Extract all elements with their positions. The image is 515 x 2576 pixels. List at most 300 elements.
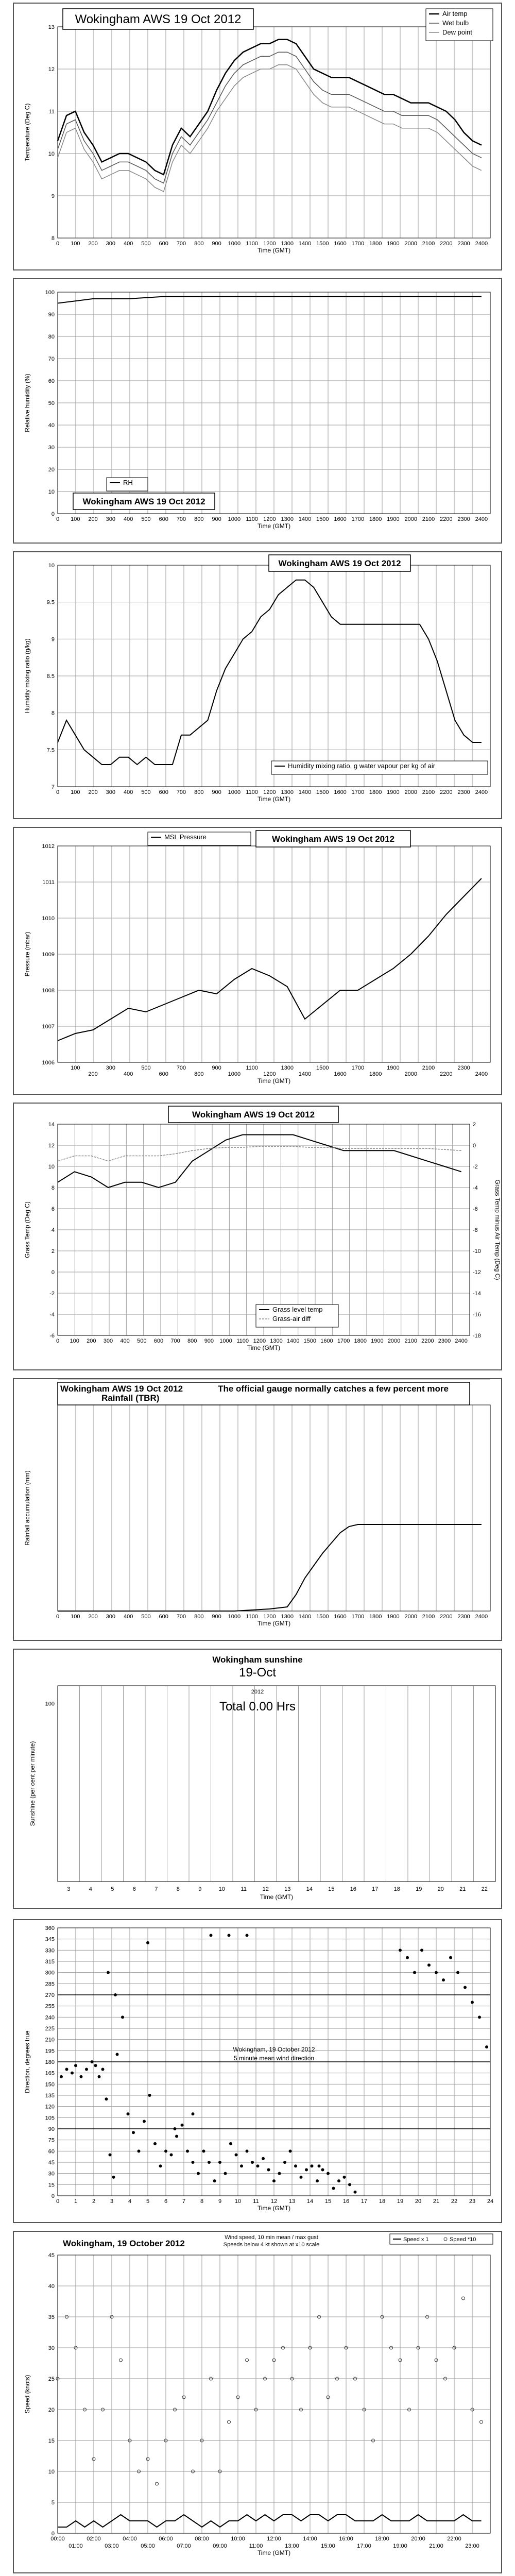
x-tick-label: 2300 — [457, 1065, 470, 1071]
x-tick-label: 14 — [306, 1886, 313, 1892]
x-tick-label: 15:00 — [321, 2543, 335, 2549]
x-tick-label: 1600 — [334, 241, 347, 247]
x-tick-label: 1500 — [303, 1338, 317, 1344]
series-line-0 — [58, 878, 482, 1041]
x-tick-label: 200 — [88, 1614, 98, 1620]
wind-direction-point — [181, 2124, 184, 2127]
x-tick-label: 12 — [270, 2198, 278, 2205]
x-tick-label: 1900 — [387, 241, 400, 247]
x-tick-label: 1200 — [253, 1338, 266, 1344]
wind-direction-point — [311, 2164, 314, 2167]
x-tick-label: 2100 — [422, 1614, 435, 1620]
wind-direction-point — [420, 1948, 423, 1952]
x-tick-label: 18:00 — [375, 2536, 389, 2542]
wind-direction-point — [138, 2149, 141, 2153]
wind-direction-point — [251, 2161, 254, 2164]
x-tick-label: 900 — [212, 1614, 221, 1620]
chart-note: The official gauge normally catches a few percent more — [218, 1384, 449, 1394]
wind-speed-svg — [14, 2232, 501, 2572]
wind-direction-point — [85, 2067, 88, 2071]
x-tick-label: 1100 — [246, 516, 258, 522]
x-tick-label: 1400 — [298, 789, 312, 795]
y-axis-label: Speed (knots) — [24, 2375, 31, 2414]
y2-tick-label: 0 — [473, 1143, 476, 1149]
y-tick-label: 0 — [51, 2193, 55, 2199]
x-tick-label: 5 — [111, 1886, 114, 1892]
humidity-mixing-ratio-chart — [13, 551, 502, 819]
x-tick-label: 200 — [87, 1338, 96, 1344]
wind-direction-point — [65, 2067, 68, 2071]
x-tick-label: 1000 — [228, 1614, 241, 1620]
wind-direction-point — [132, 2131, 135, 2134]
x-tick-label: 5 — [146, 2198, 150, 2205]
x-tick-label: 400 — [123, 789, 133, 795]
legend-entry: Humidity mixing ratio, g water vapour per kg of air — [288, 762, 436, 770]
y-tick-label: 45 — [48, 2160, 55, 2166]
wind-direction-point — [327, 2172, 330, 2175]
x-tick-label: 1100 — [236, 1338, 249, 1344]
y-tick-label: 210 — [45, 2037, 55, 2043]
y-tick-label: 150 — [45, 2081, 55, 2088]
x-tick-label: 700 — [170, 1338, 180, 1344]
y-tick-label: 12 — [48, 66, 55, 73]
y-tick-label: 15 — [48, 2438, 55, 2444]
y-tick-label: 75 — [48, 2137, 55, 2144]
series-line-2 — [58, 65, 482, 192]
x-tick-label: 9 — [198, 1886, 202, 1892]
x-tick-label: 2000 — [404, 1071, 417, 1077]
wind-direction-point — [94, 2064, 97, 2067]
wind-direction-point — [442, 1978, 445, 1981]
x-tick-label: 400 — [123, 1614, 133, 1620]
wind-direction-point — [354, 2191, 357, 2194]
relative-humidity-chart — [13, 278, 502, 544]
x-tick-label: 1400 — [298, 1071, 312, 1077]
y-tick-label: -4 — [49, 1312, 55, 1318]
wind-direction-point — [213, 2179, 216, 2182]
y-tick-label: 12 — [48, 1143, 55, 1149]
y-tick-label: 9.5 — [46, 599, 55, 606]
y2-tick-label: -8 — [473, 1227, 478, 1233]
x-tick-label: 1800 — [369, 516, 382, 522]
speed-x10-point — [480, 2420, 483, 2424]
x-tick-label: 2300 — [438, 1338, 451, 1344]
y2-tick-label: -6 — [473, 1206, 478, 1212]
x-tick-label: 1500 — [316, 516, 329, 522]
x-tick-label: 500 — [141, 789, 151, 795]
x-tick-label: 300 — [106, 789, 116, 795]
y-tick-label: 10 — [48, 2469, 55, 2475]
x-tick-label: 1200 — [263, 516, 276, 522]
x-tick-label: 300 — [103, 1338, 113, 1344]
x-tick-label: 2400 — [475, 1071, 488, 1077]
y-tick-label: 13 — [48, 24, 55, 30]
x-tick-label: 1900 — [387, 789, 400, 795]
sunshine-chart — [13, 1649, 502, 1909]
x-tick-label: 1600 — [334, 1071, 347, 1077]
x-tick-label: 6 — [164, 2198, 168, 2205]
series-line-0 — [58, 580, 482, 765]
y-tick-label: 30 — [48, 2171, 55, 2177]
rainfall-svg — [14, 1379, 501, 1640]
x-tick-label: 1700 — [351, 516, 365, 522]
x-tick-label: 1100 — [246, 789, 258, 795]
x-tick-label: 900 — [204, 1338, 214, 1344]
chart-title: Wokingham AWS 19 Oct 2012 — [271, 834, 395, 844]
y-tick-label: 30 — [48, 2345, 55, 2351]
x-tick-label: 19 — [397, 2198, 404, 2205]
humidity-mixing-ratio-svg — [14, 552, 501, 818]
x-tick-label: 600 — [159, 1614, 168, 1620]
y-tick-label: 105 — [45, 2115, 55, 2122]
y2-tick-label: -12 — [473, 1269, 481, 1276]
y-tick-label: 90 — [48, 312, 55, 318]
legend-entry: Air temp — [442, 10, 468, 18]
x-tick-label: 2400 — [475, 241, 488, 247]
x-tick-label: 1800 — [369, 241, 382, 247]
x-tick-label: 10:00 — [231, 2536, 245, 2542]
wind-direction-point — [91, 2060, 94, 2063]
y-tick-label: 345 — [45, 1936, 55, 1943]
pressure-chart — [13, 827, 502, 1095]
y2-tick-label: -10 — [473, 1248, 481, 1255]
wind-direction-point — [289, 2149, 292, 2153]
chart-title: Wokingham AWS 19 Oct 2012 — [60, 1384, 183, 1394]
x-tick-label: 1800 — [369, 1614, 382, 1620]
x-tick-label: 1000 — [228, 1071, 241, 1077]
rainfall-chart — [13, 1378, 502, 1641]
wind-direction-point — [74, 2064, 77, 2067]
y-tick-label: 10 — [48, 151, 55, 157]
x-tick-label: 500 — [141, 1614, 151, 1620]
x-tick-label: 7 — [182, 2198, 186, 2205]
x-tick-label: 500 — [137, 1338, 147, 1344]
y-tick-label: 270 — [45, 1992, 55, 1998]
wind-direction-point — [143, 2120, 146, 2123]
x-tick-label: 400 — [123, 1071, 133, 1077]
x-tick-label: 10 — [234, 2198, 242, 2205]
chart-title: Wokingham AWS 19 Oct 2012 — [82, 497, 205, 506]
speed-x10-point — [156, 2482, 159, 2485]
x-tick-label: 2100 — [422, 241, 435, 247]
x-tick-label: 1700 — [337, 1338, 350, 1344]
x-tick-label: 10 — [218, 1886, 225, 1892]
y2-axis-label: Grass Temp minus Air Temp (Deg C) — [494, 1179, 501, 1280]
x-tick-label: 700 — [176, 789, 186, 795]
wind-direction-point — [170, 2154, 173, 2157]
x-tick-label: 1700 — [351, 1065, 365, 1071]
x-tick-label: 2000 — [404, 516, 417, 522]
x-tick-label: 100 — [71, 1614, 80, 1620]
wind-direction-point — [98, 2075, 101, 2078]
chart-title: Wokingham AWS 19 Oct 2012 — [278, 558, 401, 568]
y-tick-label: 120 — [45, 2104, 55, 2110]
chart-title: Wokingham AWS 19 Oct 2012 — [75, 12, 242, 26]
y-tick-label: 4 — [51, 1227, 55, 1233]
x-tick-label: 2200 — [440, 516, 453, 522]
x-tick-label: 13:00 — [285, 2543, 299, 2549]
x-tick-label: 02:00 — [87, 2536, 101, 2542]
x-tick-label: 2300 — [457, 1614, 470, 1620]
y-tick-label: 8.5 — [46, 673, 55, 680]
x-tick-label: 16 — [342, 2198, 350, 2205]
speed-x10-point — [246, 2359, 249, 2362]
y-tick-label: 5 — [51, 2500, 55, 2506]
wind-direction-point — [116, 2053, 119, 2056]
x-tick-label: 800 — [194, 1614, 204, 1620]
x-tick-label: 2300 — [457, 516, 470, 522]
wind-direction-point — [153, 2142, 157, 2145]
y-tick-label: 10 — [48, 1164, 55, 1170]
wind-direction-point — [121, 2015, 124, 2019]
y-tick-label: 35 — [48, 2314, 55, 2320]
wind-direction-point — [208, 2161, 211, 2164]
x-tick-label: 20:00 — [411, 2536, 425, 2542]
x-tick-label: 900 — [212, 516, 221, 522]
chart-year: 2012 — [251, 1689, 264, 1695]
x-tick-label: 700 — [176, 241, 186, 247]
series-line-1 — [58, 1146, 461, 1161]
x-tick-label: 1200 — [263, 789, 276, 795]
x-tick-label: 1500 — [316, 1065, 329, 1071]
wind-direction-point — [464, 1986, 467, 1989]
y-tick-label: 1009 — [42, 952, 55, 958]
x-tick-label: 3 — [67, 1886, 71, 1892]
x-tick-label: 300 — [106, 516, 116, 522]
x-tick-label: 1700 — [351, 1614, 365, 1620]
y2-tick-label: 2 — [473, 1122, 476, 1128]
chart-subtitle: Wind speed, 10 min mean / max gust — [225, 2234, 318, 2241]
x-tick-label: 600 — [159, 516, 168, 522]
x-tick-label: 13 — [288, 2198, 296, 2205]
x-tick-label: 17 — [372, 1886, 379, 1892]
x-axis-label: Time (GMT) — [257, 1077, 291, 1084]
x-tick-label: 2200 — [440, 1614, 453, 1620]
wind-direction-point — [224, 2172, 227, 2175]
x-tick-label: 2000 — [387, 1338, 401, 1344]
y-tick-label: 9 — [51, 636, 55, 643]
wind-direction-point — [71, 2072, 74, 2075]
wind-direction-point — [343, 2176, 346, 2179]
legend-entry: MSL Pressure — [164, 833, 207, 841]
wind-direction-point — [240, 2164, 243, 2167]
y2-tick-label: -16 — [473, 1312, 481, 1318]
x-tick-label: 800 — [194, 789, 204, 795]
wind-direction-point — [229, 2142, 232, 2145]
x-tick-label: 1900 — [387, 1065, 400, 1071]
x-axis-label: Time (GMT) — [257, 1620, 291, 1627]
x-tick-label: 2100 — [422, 789, 435, 795]
x-tick-label: 200 — [88, 516, 98, 522]
y-tick-label: 40 — [48, 2283, 55, 2290]
x-tick-label: 13 — [284, 1886, 291, 1892]
x-tick-label: 4 — [128, 2198, 132, 2205]
y-tick-label: 225 — [45, 2026, 55, 2032]
x-tick-label: 1800 — [354, 1338, 367, 1344]
y-tick-label: 14 — [48, 1122, 55, 1128]
x-tick-label: 900 — [212, 241, 221, 247]
speed-x10-point — [119, 2359, 123, 2362]
x-tick-label: 19 — [416, 1886, 422, 1892]
wind-direction-point — [105, 2097, 108, 2100]
legend-entry: Wet bulb — [442, 19, 469, 27]
x-tick-label: 21:00 — [429, 2543, 443, 2549]
wind-direction-svg — [14, 1920, 501, 2222]
wind-direction-point — [321, 2168, 324, 2171]
x-tick-label: 08:00 — [195, 2536, 209, 2542]
x-tick-label: 2400 — [455, 1338, 468, 1344]
chart-subtitle: 5 minute mean wind direction — [233, 2055, 315, 2062]
y-tick-label: 90 — [48, 2126, 55, 2132]
legend-entry: Grass level temp — [272, 1306, 323, 1313]
x-tick-label: 1 — [74, 2198, 78, 2205]
y-tick-label: -6 — [49, 1333, 55, 1339]
x-tick-label: 16:00 — [339, 2536, 353, 2542]
x-tick-label: 21 — [433, 2198, 440, 2205]
x-tick-label: 0 — [56, 1338, 60, 1344]
wind-direction-point — [174, 2127, 177, 2130]
x-tick-label: 200 — [88, 1071, 98, 1077]
x-tick-label: 2300 — [457, 789, 470, 795]
wind-direction-point — [305, 2168, 308, 2171]
x-tick-label: 300 — [106, 241, 116, 247]
wind-direction-point — [413, 1971, 416, 1974]
x-tick-label: 06:00 — [159, 2536, 173, 2542]
y-tick-label: 1007 — [42, 1024, 55, 1030]
y-tick-label: 300 — [45, 1970, 55, 1976]
y-tick-label: 0 — [51, 2531, 55, 2537]
x-tick-label: 2000 — [404, 1614, 417, 1620]
x-tick-label: 800 — [194, 241, 204, 247]
grass-temperature-chart — [13, 1103, 502, 1370]
x-tick-label: 15 — [328, 1886, 335, 1892]
x-tick-label: 600 — [159, 241, 168, 247]
x-tick-label: 03:00 — [105, 2543, 119, 2549]
y-axis-label: Relative humidity (%) — [24, 374, 31, 432]
y2-tick-label: -18 — [473, 1333, 481, 1339]
wind-direction-point — [101, 2067, 105, 2071]
y-tick-label: 6 — [51, 1206, 55, 1212]
wind-direction-point — [114, 1993, 117, 1996]
x-tick-label: 12 — [262, 1886, 269, 1892]
x-tick-label: 22 — [481, 1886, 488, 1892]
wind-direction-point — [159, 2164, 162, 2167]
y-tick-label: 0 — [51, 511, 55, 517]
chart-title: Wokingham sunshine — [212, 1655, 303, 1665]
y-tick-label: 195 — [45, 2048, 55, 2055]
x-tick-label: 2200 — [440, 789, 453, 795]
y-tick-label: 1011 — [42, 879, 55, 886]
x-tick-label: 1000 — [219, 1338, 232, 1344]
wind-direction-point — [300, 2176, 303, 2179]
x-tick-label: 500 — [141, 516, 151, 522]
y-tick-label: 60 — [48, 2148, 55, 2155]
y-tick-label: 8 — [51, 1185, 55, 1191]
y-tick-label: 8 — [51, 710, 55, 717]
y-axis-label: Pressure (mbar) — [24, 931, 31, 977]
wind-direction-point — [318, 2164, 321, 2167]
wind-direction-point — [399, 1948, 402, 1952]
wind-direction-point — [235, 2154, 238, 2157]
x-tick-label: 1900 — [371, 1338, 384, 1344]
wind-direction-point — [246, 1934, 249, 1937]
y-tick-label: 11 — [48, 109, 55, 115]
y-tick-label: 315 — [45, 1959, 55, 1965]
wind-direction-point — [449, 1956, 452, 1959]
x-tick-label: 100 — [71, 241, 80, 247]
y-tick-label: 165 — [45, 2070, 55, 2077]
y-tick-label: 70 — [48, 356, 55, 362]
legend-entry: Grass-air diff — [272, 1315, 311, 1323]
wind-direction-point — [471, 2001, 474, 2004]
x-tick-label: 0 — [56, 1614, 60, 1620]
x-tick-label: 1400 — [286, 1338, 300, 1344]
series-line-0 — [58, 297, 482, 303]
x-axis-label: Time (GMT) — [247, 1344, 281, 1351]
y-tick-label: -2 — [49, 1291, 55, 1297]
x-tick-label: 100 — [71, 789, 80, 795]
x-axis-label: Time (GMT) — [257, 522, 291, 530]
y-tick-label: 20 — [48, 467, 55, 473]
x-tick-label: 22:00 — [447, 2536, 461, 2542]
x-axis-label: Time (GMT) — [257, 795, 291, 803]
x-tick-label: 200 — [88, 789, 98, 795]
x-tick-label: 300 — [106, 1065, 116, 1071]
y-tick-label: 2 — [51, 1248, 55, 1255]
x-tick-label: 2000 — [404, 789, 417, 795]
y-tick-label: 1008 — [42, 988, 55, 994]
sunshine-total: Total 0.00 Hrs — [219, 1700, 296, 1714]
y-tick-label: 135 — [45, 2093, 55, 2099]
wind-direction-point — [175, 2134, 178, 2138]
x-tick-label: 1000 — [228, 516, 241, 522]
y-tick-label: 1010 — [42, 916, 55, 922]
y-tick-label: 1012 — [42, 843, 55, 850]
wind-direction-point — [456, 1971, 459, 1974]
y-axis-label: Sunshine (per cent per minute) — [29, 1741, 36, 1826]
wind-direction-point — [164, 2149, 167, 2153]
x-tick-label: 11 — [253, 2198, 259, 2205]
y-tick-label: 0 — [51, 1269, 55, 1276]
x-tick-label: 18 — [379, 2198, 386, 2205]
x-tick-label: 24 — [487, 2198, 494, 2205]
x-tick-label: 700 — [176, 516, 186, 522]
wind-direction-point — [218, 2161, 221, 2164]
x-tick-label: 8 — [176, 1886, 180, 1892]
x-tick-label: 1400 — [298, 241, 312, 247]
wind-direction-point — [348, 2183, 351, 2186]
y-tick-label: 10 — [48, 563, 55, 569]
x-axis-label: Time (GMT) — [257, 2205, 291, 2212]
wind-direction-point — [262, 2157, 265, 2160]
x-tick-label: 11:00 — [249, 2543, 263, 2549]
wind-direction-point — [107, 1971, 110, 1974]
x-tick-label: 20 — [415, 2198, 422, 2205]
wind-direction-point — [406, 1956, 409, 1959]
x-tick-label: 14 — [306, 2198, 314, 2205]
x-tick-label: 1600 — [320, 1338, 333, 1344]
x-tick-label: 4 — [89, 1886, 92, 1892]
wind-direction-point — [485, 2045, 488, 2048]
x-axis-label: Time (GMT) — [260, 1893, 294, 1901]
wind-direction-point — [294, 2164, 297, 2167]
y-axis-label: Humidity mixing ratio (g/kg) — [24, 638, 31, 714]
x-tick-label: 1100 — [246, 1065, 258, 1071]
wind-direction-point — [80, 2075, 83, 2078]
air-temperature-svg — [14, 4, 501, 269]
x-tick-label: 1600 — [334, 789, 347, 795]
x-tick-label: 1500 — [316, 1614, 329, 1620]
